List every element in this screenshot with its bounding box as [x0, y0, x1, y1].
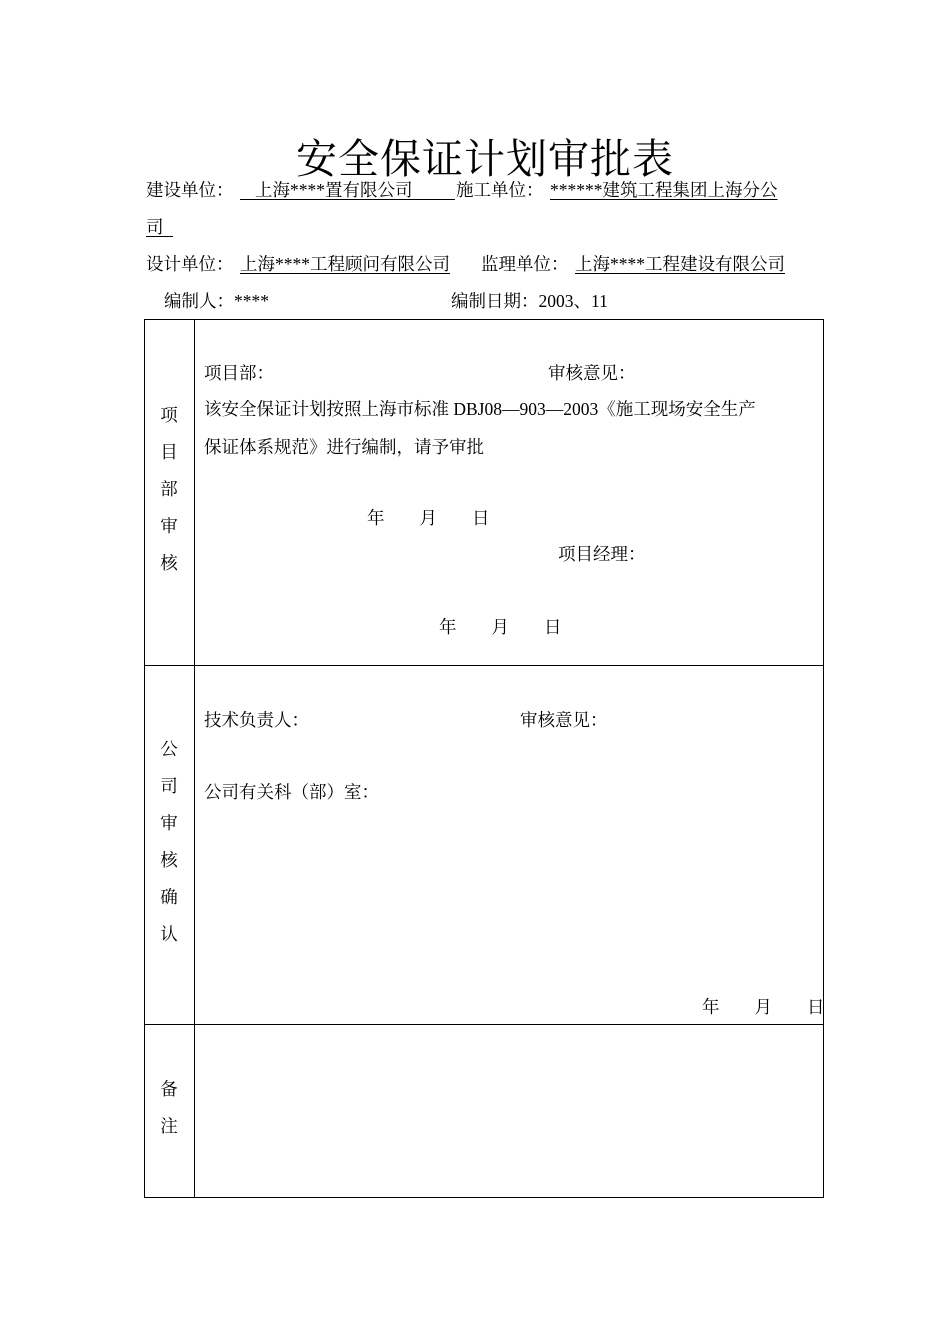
editor-label: 编制人：**** — [164, 291, 269, 311]
page-title: 安全保证计划审批表 — [296, 135, 674, 183]
construct-unit-label: 施工单位： — [456, 180, 544, 200]
build-unit-label: 建设单位： — [146, 180, 234, 200]
design-unit-label: 设计单位： — [146, 254, 234, 274]
remark-side-label — [144, 1071, 194, 1145]
side-char: 确 — [160, 887, 178, 907]
table-row-divider-1 — [144, 665, 824, 666]
project-date-2: 年 月 日 — [439, 617, 562, 637]
company-review-side-label — [144, 731, 194, 953]
compile-date-label: 编制日期：2003、11 — [451, 291, 608, 311]
tech-lead-label: 技术负责人： — [204, 710, 309, 730]
company-dept-label: 公司有关科（部）室： — [204, 782, 379, 802]
project-review-text-line2: 保证体系规范》进行编制，请予审批 — [204, 437, 484, 457]
project-review-text-line1: 该安全保证计划按照上海市标准 DBJ08—903—2003《施工现场安全生产 — [204, 399, 756, 419]
build-unit-value: 上海****置有限公司 — [255, 180, 413, 200]
design-unit-value: 上海****工程顾问有限公司 — [240, 254, 450, 274]
side-char: 审 — [160, 516, 178, 536]
side-char: 注 — [160, 1116, 178, 1136]
side-char: 部 — [160, 479, 178, 499]
side-char: 司 — [160, 776, 178, 796]
supervise-unit-label: 监理单位： — [481, 254, 569, 274]
construct-unit-value: ******建筑工程集团上海分公 — [550, 180, 778, 200]
side-char: 项 — [160, 405, 178, 425]
side-char: 备 — [160, 1079, 178, 1099]
construct-unit-value-cont — [146, 214, 173, 237]
side-char: 公 — [160, 739, 178, 759]
build-unit-field — [240, 177, 455, 200]
side-char: 认 — [160, 924, 178, 944]
project-opinion-label: 审核意见： — [548, 363, 636, 383]
project-review-side-label — [144, 397, 194, 582]
supervise-unit-value: 上海****工程建设有限公司 — [575, 254, 785, 274]
company-date: 年 月 日 — [702, 997, 825, 1017]
project-date-1: 年 月 日 — [367, 508, 490, 528]
side-char: 审 — [160, 813, 178, 833]
side-char: 核 — [160, 850, 178, 870]
side-char: 核 — [160, 553, 178, 573]
project-manager-label: 项目经理： — [558, 544, 646, 564]
side-char: 目 — [160, 442, 178, 462]
remark-field[interactable] — [195, 1025, 823, 1197]
construct-unit-value-cont-text: 司 — [146, 217, 164, 237]
company-opinion-label: 审核意见： — [520, 710, 608, 730]
project-dept-label: 项目部： — [204, 363, 274, 383]
